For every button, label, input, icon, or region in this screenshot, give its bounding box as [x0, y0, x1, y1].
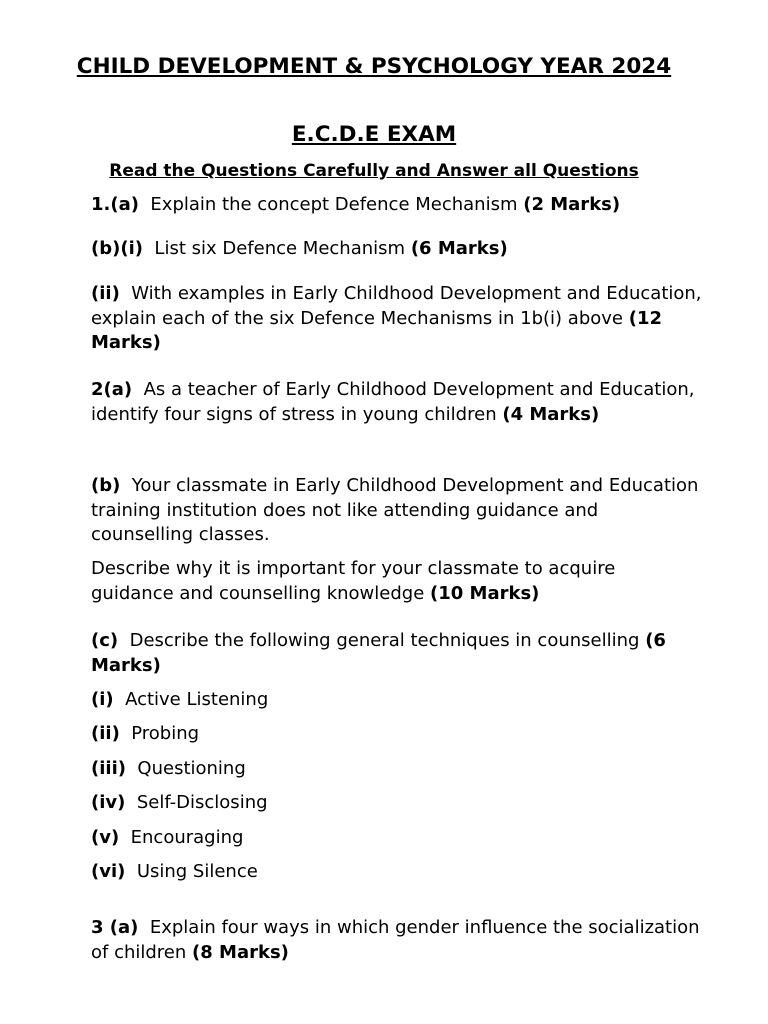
question-label: 3 (a): [91, 917, 139, 938]
item-text: Questioning: [137, 758, 246, 779]
question-label: (c): [91, 630, 119, 651]
item-text: Encouraging: [130, 827, 244, 848]
technique-item: [91, 860, 703, 885]
question-label: (b): [91, 475, 121, 496]
question-text: Describe why it is important for your classmate to acquire guidance and counselling knowledge: [91, 558, 616, 604]
item-text: Using Silence: [136, 861, 258, 882]
item-label: (i): [91, 689, 114, 710]
exam-name: E.C.D.E EXAM: [291, 122, 457, 147]
item-label: (v): [91, 827, 120, 848]
technique-item: [91, 757, 703, 782]
question-marks: (12 Marks): [91, 307, 663, 353]
technique-item: [91, 791, 703, 816]
question-text: List six Defence Mechanism: [154, 238, 406, 259]
question-2b-continued: [91, 557, 703, 606]
item-text: Self-Disclosing: [136, 792, 268, 813]
question-marks: (6 Marks): [91, 630, 666, 676]
item-label: (vi): [91, 861, 126, 882]
question-label: 1.(a): [91, 194, 139, 215]
question-label: (ii): [91, 283, 120, 304]
question-text: As a teacher of Early Childhood Development and Education, identify four signs of stress in young children: [91, 379, 695, 425]
question-label: 2(a): [91, 379, 133, 400]
instruction: Read the Questions Carefully and Answer all Questions: [109, 161, 639, 181]
question-label: (b)(i): [91, 238, 143, 259]
question-1a: [91, 193, 703, 218]
question-marks: (10 Marks): [430, 582, 540, 604]
question-2b: [91, 474, 703, 548]
question-text: Describe the following general techniques in counselling: [129, 630, 640, 651]
question-1b-ii: [91, 282, 703, 356]
question-marks: (2 Marks): [523, 194, 621, 215]
question-text: Your classmate in Early Childhood Development and Education training institution does not like attending guidance and counselling classes.: [91, 475, 699, 545]
question-marks: (6 Marks): [410, 238, 508, 259]
question-1b-i: [91, 237, 703, 262]
question-3a: [91, 916, 703, 965]
item-label: (iii): [91, 758, 126, 779]
item-text: Active Listening: [125, 689, 269, 710]
page-title: CHILD DEVELOPMENT & PSYCHOLOGY YEAR 2024: [76, 54, 672, 79]
technique-item: [91, 688, 703, 713]
item-label: (ii): [91, 723, 120, 744]
question-text: Explain four ways in which gender influence the socialization of children: [91, 917, 700, 963]
question-2c: [91, 629, 703, 678]
technique-item: [91, 722, 703, 747]
item-text: Probing: [131, 723, 200, 744]
question-2a: [91, 378, 703, 427]
item-label: (iv): [91, 792, 126, 813]
technique-item: [91, 826, 703, 851]
question-marks: (8 Marks): [192, 941, 289, 963]
question-text: Explain the concept Defence Mechanism: [150, 194, 518, 215]
question-marks: (4 Marks): [502, 403, 600, 425]
question-text: With examples in Early Childhood Development and Education, explain each of the six Defence Mechanisms in 1b(i) above: [91, 283, 702, 329]
